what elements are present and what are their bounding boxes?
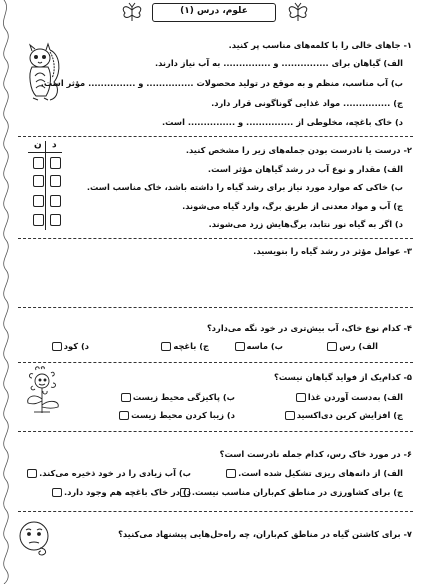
divider: [18, 362, 413, 363]
checkbox[interactable]: [52, 342, 62, 351]
checkbox[interactable]: [285, 411, 295, 420]
squirrel-illustration-icon: [24, 42, 62, 104]
q2-question: [186, 145, 412, 156]
q1-item-a: الف) گیاهان برای ............... و ............... به آب نیاز دارند.: [154, 58, 403, 68]
q6-option-a[interactable]: الف) از دانه‌های ریزی تشکیل شده است.: [224, 468, 403, 479]
q5-option-d[interactable]: د) زیبا کردن محیط زیست: [117, 410, 235, 421]
q2-number: ۲-: [403, 145, 412, 155]
q6-option-b[interactable]: ب) آب زیادی را در خود ذخیره می‌کند.: [25, 468, 191, 479]
tf-false-checkbox-4[interactable]: [33, 214, 44, 226]
title-box: [152, 3, 276, 22]
divider: [18, 238, 413, 239]
checkbox[interactable]: [161, 342, 171, 351]
q1-text: جاهای خالی را با کلمه‌های مناسب پر کنید.: [228, 40, 401, 50]
q4-text: کدام نوع خاک، آب بیش‌تری در خود نگه می‌دارد؟: [206, 323, 401, 333]
butterfly-left-icon: [120, 1, 144, 25]
checkbox[interactable]: [296, 393, 306, 402]
q1-item-b: ب) آب مناسب، منظم و به موقع در تولید محصولات ............... و ............... مؤثر است.: [40, 78, 403, 88]
tf-true-checkbox-4[interactable]: [50, 214, 61, 226]
q3-number: ۳-: [403, 246, 412, 256]
q5-option-a[interactable]: الف) به‌دست آوردن غذا: [294, 392, 403, 403]
checkbox[interactable]: [235, 342, 245, 351]
q5-option-c[interactable]: ج) افزایش کربن دی‌اکسید: [283, 410, 403, 421]
q5-option-b[interactable]: ب) پاکیزگی محیط زیست: [119, 392, 235, 403]
q3-text: عوامل مؤثر در رشد گیاه را بنویسید.: [253, 246, 401, 256]
q2-item: ج) آب و مواد معدنی از طریق برگ، وارد گیاه می‌شوند.: [182, 201, 403, 211]
tf-column-separator: [45, 141, 46, 230]
q5-question: [274, 372, 412, 383]
butterfly-right-icon: [286, 1, 310, 25]
q1-item-c: ج) ............... مواد غذایی گوناگونی قرار دارد.: [211, 98, 403, 108]
q6-question: [220, 449, 412, 460]
q4-option-a[interactable]: الف) رس: [325, 341, 378, 352]
q7-question: [118, 529, 412, 540]
q6-option-c[interactable]: ج) برای کشاورزی در مناطق کم‌باران مناسب نیست.: [178, 487, 403, 498]
q6-text: در مورد خاک رس، کدام جمله نادرست است؟: [219, 449, 401, 459]
q2-text: درست یا نادرست بودن جمله‌های زیر را مشخص کنید.: [185, 145, 401, 155]
tf-false-checkbox-1[interactable]: [33, 157, 44, 169]
checkbox[interactable]: [226, 469, 236, 478]
checkbox[interactable]: [27, 469, 37, 478]
tf-true-checkbox-1[interactable]: [50, 157, 61, 169]
tf-false-checkbox-2[interactable]: [33, 175, 44, 187]
q5-number: ۵-: [403, 372, 412, 382]
q2-item: الف) مقدار و نوع آب در رشد گیاهان مؤثر است.: [207, 164, 403, 174]
q1-item-d: د) خاک باغچه، مخلوطی از ............... و ............... است.: [162, 117, 403, 127]
tf-true-checkbox-3[interactable]: [50, 195, 61, 207]
divider: [18, 307, 413, 308]
q6-option-d[interactable]: د) در خاک باغچه هم وجود دارد.: [50, 487, 191, 498]
checkbox[interactable]: [121, 393, 131, 402]
thinking-face-icon: [16, 518, 52, 558]
divider: [18, 511, 413, 512]
q1-question: [229, 40, 412, 51]
tf-false-checkbox-3[interactable]: [33, 195, 44, 207]
divider: [18, 136, 413, 137]
q4-option-b[interactable]: ب) ماسه: [233, 341, 283, 352]
q1-number: ۱-: [403, 40, 412, 50]
flower-illustration-icon: [20, 365, 66, 415]
q5-text: کدام‌یک از فواید گیاهان نیست؟: [274, 372, 401, 382]
tf-false-header: ن: [34, 140, 42, 150]
q4-option-d[interactable]: د) کود: [50, 341, 89, 352]
checkbox[interactable]: [327, 342, 337, 351]
q4-number: ۴-: [403, 323, 412, 333]
q4-option-c[interactable]: ج) باغچه: [159, 341, 209, 352]
q6-number: ۶-: [403, 449, 412, 459]
tf-true-checkbox-2[interactable]: [50, 175, 61, 187]
q2-item: د) اگر به گیاه نور نتابد، برگ‌هایش زرد می‌شوند.: [208, 219, 403, 229]
q2-item: ب) خاکی که موارد مورد نیاز برای رشد گیاه را داشته باشد، خاک مناسب است.: [86, 182, 403, 192]
tf-true-header: د: [52, 140, 57, 150]
q7-number: ۷-: [403, 529, 412, 539]
checkbox[interactable]: [119, 411, 129, 420]
binding-edge-decoration: [0, 0, 16, 584]
q3-question: [253, 246, 412, 257]
page-title: علوم، درس (۱): [180, 6, 248, 16]
q7-text: برای کاشتن گیاه در مناطق کم‌باران، چه راه‌حل‌هایی پیشنهاد می‌کنید؟: [118, 529, 401, 539]
checkbox[interactable]: [52, 488, 62, 497]
divider: [18, 431, 413, 432]
q4-question: [207, 323, 412, 334]
